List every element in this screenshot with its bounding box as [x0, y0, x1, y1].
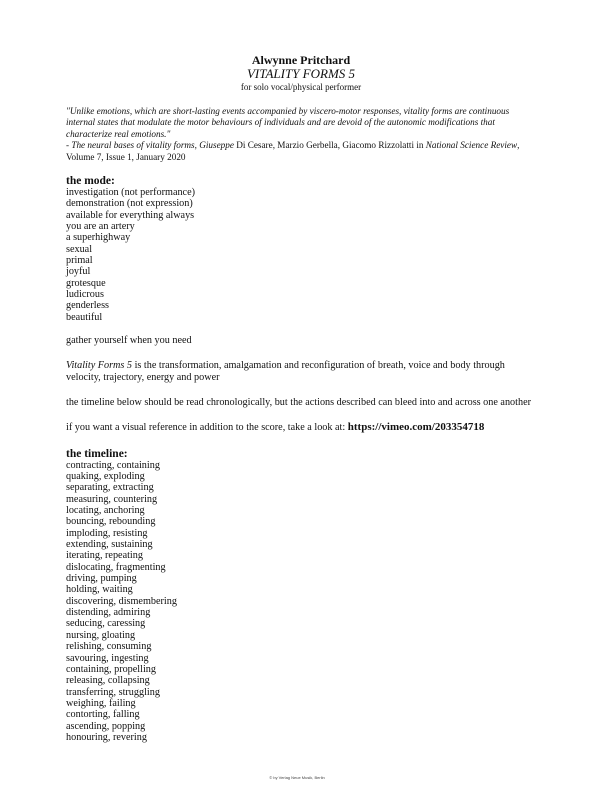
description-text: is the transformation, amalgamation and reconfiguration of breath, voice and body through velocity, trajectory, energy and power — [66, 359, 505, 384]
timeline-list — [66, 460, 536, 744]
mode-item: investigation (not performance) — [66, 187, 195, 199]
mode-item: a superhighway — [66, 232, 131, 244]
timeline-item: savouring, ingesting — [66, 652, 149, 664]
timeline-item: discovering, dismembering — [66, 595, 177, 607]
mode-heading: the mode: — [66, 175, 115, 188]
timeline-item: ascending, popping — [66, 720, 146, 732]
mode-item: available for everything always — [66, 209, 195, 221]
mode-item: genderless — [66, 300, 109, 312]
mode-item: ludicrous — [66, 289, 104, 301]
work-subtitle: for solo vocal/physical performer — [240, 82, 362, 92]
timeline-item: imploding, resisting — [66, 527, 148, 539]
timeline-item: extending, sustaining — [66, 539, 153, 551]
composer-name: Alwynne Pritchard — [251, 53, 351, 67]
header — [66, 54, 536, 93]
score-page — [66, 54, 536, 743]
description-paragraph — [66, 360, 536, 385]
timeline-note-paragraph: the timeline below should be read chronologically, but the actions described can bleed into and across one another — [66, 396, 531, 408]
quote-source-journal: National Science Review — [425, 140, 518, 151]
timeline-item: contracting, containing — [66, 459, 160, 471]
visual-reference-paragraph — [66, 421, 536, 435]
visual-reference-text: if you want a visual reference in addition to the score, take a look at: — [66, 422, 348, 434]
timeline-heading: the timeline: — [66, 447, 128, 460]
timeline-item: distending, admiring — [66, 607, 151, 619]
quote-source — [66, 140, 536, 163]
gather-paragraph: gather yourself when you need — [66, 335, 192, 347]
timeline-item: nursing, gloating — [66, 629, 136, 641]
vimeo-link[interactable]: https://vimeo.com/203354718 — [347, 421, 485, 434]
timeline-item: honouring, revering — [66, 731, 147, 743]
timeline-item: measuring, countering — [66, 493, 158, 505]
timeline-item: seducing, caressing — [66, 618, 146, 630]
timeline-item: separating, extracting — [66, 482, 154, 494]
timeline-item: releasing, collapsing — [66, 675, 150, 687]
mode-section — [66, 175, 536, 323]
mode-item: demonstration (not expression) — [66, 198, 193, 210]
work-title: VITALITY FORMS 5 — [246, 66, 356, 81]
timeline-item: containing, propelling — [66, 663, 156, 675]
quote-source-details: , Volume 7, Issue 1, January 2020 — [66, 140, 520, 162]
timeline-item: quaking, exploding — [66, 471, 145, 482]
timeline-item: contorting, falling — [66, 709, 140, 721]
timeline-item: transferring, struggling — [66, 686, 160, 698]
copyright-footer: © by Verlag Neue Musik, Berlin — [269, 775, 325, 780]
mode-item: primal — [66, 255, 93, 267]
description-work-title: Vitality Forms 5 — [66, 359, 133, 371]
mode-item: beautiful — [66, 311, 103, 323]
quote-source-authors: Di Cesare, Marzio Gerbella, Giacomo Rizzolatti in — [233, 140, 426, 151]
timeline-item: weighing, failing — [66, 697, 136, 709]
quote-text: "Unlike emotions, which are short-lasting events accompanied by viscero-motor responses, vitality forms are continuous internal states that modulate the motor behaviours of individuals and are devoid of the autonomic modifications that characterize real emotions." — [66, 106, 510, 139]
mode-list — [66, 187, 536, 323]
timeline-item: relishing, consuming — [66, 641, 152, 653]
timeline-item: locating, anchoring — [66, 505, 145, 517]
timeline-item: iterating, repeating — [66, 550, 143, 562]
timeline-item: driving, pumping — [66, 573, 137, 585]
mode-item: joyful — [66, 266, 91, 278]
epigraph-quote — [66, 106, 536, 163]
mode-item: you are an artery — [66, 221, 135, 233]
timeline-section — [66, 448, 536, 744]
timeline-item: dislocating, fragmenting — [66, 561, 166, 573]
quote-source-prefix: - The neural bases of vitality forms, Giuseppe — [66, 140, 234, 151]
timeline-item: holding, waiting — [66, 584, 133, 596]
timeline-item: bouncing, rebounding — [66, 516, 156, 528]
mode-item: grotesque — [66, 277, 106, 289]
mode-item: sexual — [66, 243, 93, 255]
